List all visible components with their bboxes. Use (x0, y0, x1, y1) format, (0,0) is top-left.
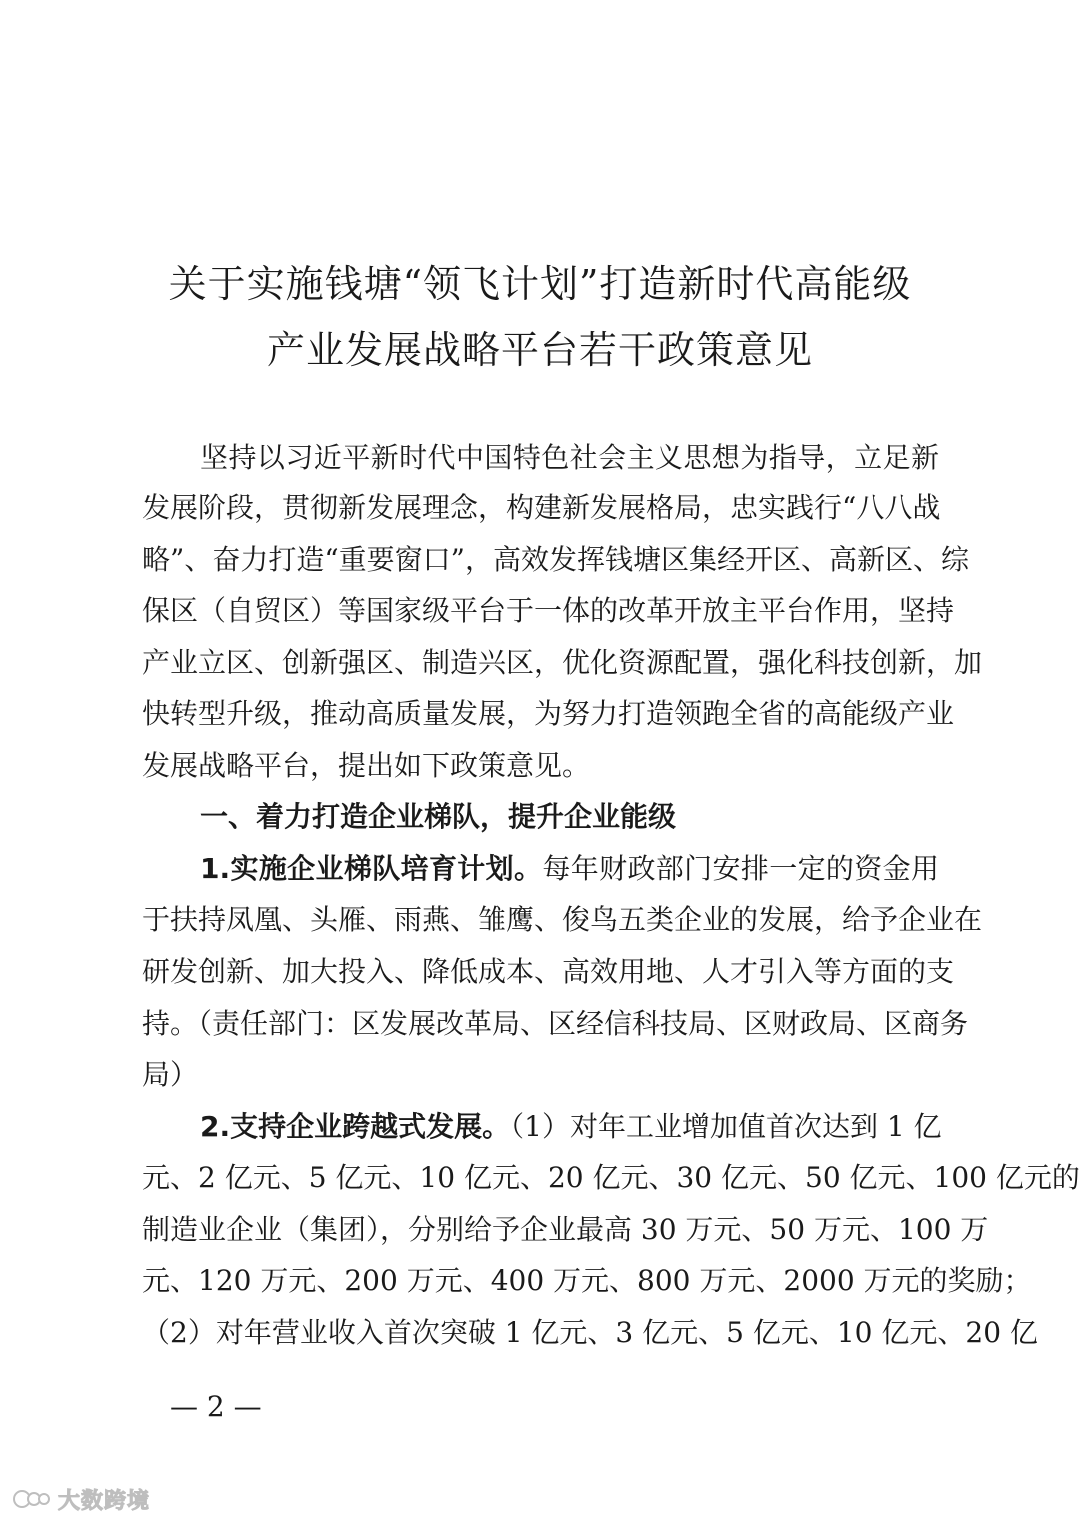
document-title-line-2: 产业发展战略平台若干政策意见 (266, 328, 813, 372)
item1-lead: 1.实施企业梯队培育计划。 (200, 852, 543, 885)
intro-line: 发展战略平台，提出如下政策意见。 (142, 749, 591, 782)
item2-first-line-rest: （1）对年工业增加值首次达到 1 亿 (510, 1110, 942, 1143)
section-heading: 一、着力打造企业梯队，提升企业能级 (200, 800, 677, 833)
item1-line: 局） (142, 1058, 199, 1091)
item2-line: （2）对年营业收入首次突破 1 亿元、3 亿元、5 亿元、10 亿元、20 亿 (142, 1316, 1038, 1349)
item2-lead: 2.支持企业跨越式发展。 (200, 1110, 511, 1143)
intro-line: 发展阶段，贯彻新发展理念，构建新发展格局，忠实践行“八八战 (142, 491, 941, 524)
page-number: — 2 — (170, 1390, 262, 1423)
intro-line: 略”、奋力打造“重要窗口”，高效发挥钱塘区集经开区、高新区、综 (142, 543, 969, 576)
watermark-text: 大数跨境 (58, 1488, 151, 1514)
item1-line: 研发创新、加大投入、降低成本、高效用地、人才引入等方面的支 (142, 955, 955, 988)
item2-line: 制造业企业（集团），分别给予企业最高 30 万元、50 万元、100 万 (142, 1213, 989, 1246)
watermark-logo-icon (12, 1486, 52, 1512)
intro-line: 快转型升级，推动高质量发展，为努力打造领跑全省的高能级产业 (142, 697, 955, 730)
document-title-line-1: 关于实施钱塘“领飞计划”打造新时代高能级 (168, 262, 912, 306)
item2-line: 元、120 万元、200 万元、400 万元、800 万元、2000 万元的奖励； (142, 1264, 1032, 1297)
item2-line: 元、2 亿元、5 亿元、10 亿元、20 亿元、30 亿元、50 亿元、100 亿元的 (142, 1161, 1080, 1194)
item1-first-line-rest: 每年财政部门安排一定的资金用 (542, 852, 939, 885)
intro-line: 坚持以习近平新时代中国特色社会主义思想为指导，立足新 (200, 441, 939, 474)
item1-first-line (200, 852, 939, 885)
watermark (12, 1484, 150, 1514)
intro-line: 产业立区、创新强区、制造兴区，优化资源配置，强化科技创新，加 (142, 646, 983, 679)
item1-line: 于扶持凤凰、头雁、雨燕、雏鹰、俊鸟五类企业的发展，给予企业在 (142, 903, 983, 936)
item1-line: 持。（责任部门：区发展改革局、区经信科技局、区财政局、区商务 (142, 1007, 969, 1040)
intro-line: 保区（自贸区）等国家级平台于一体的改革开放主平台作用，坚持 (142, 594, 955, 627)
item2-first-line (200, 1110, 942, 1143)
